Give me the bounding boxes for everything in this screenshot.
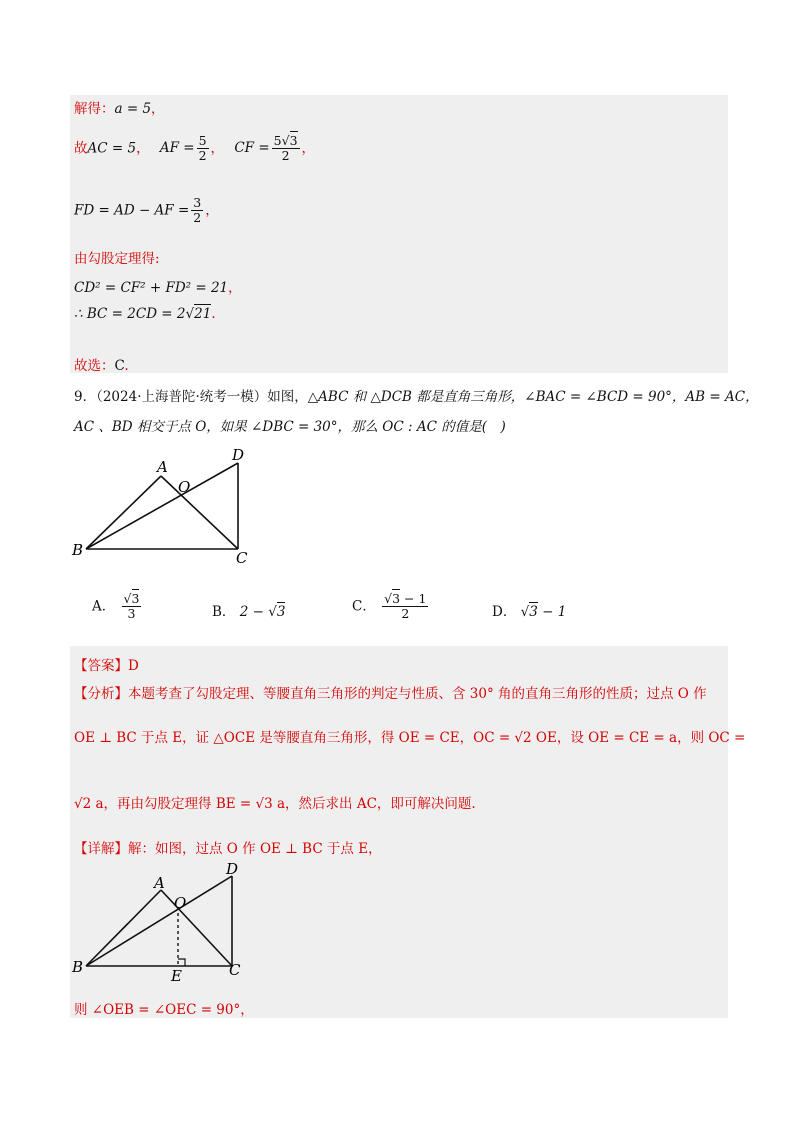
- label-b-2: B: [72, 958, 84, 976]
- label-o-2: O: [174, 894, 187, 912]
- question-line-1: 9．（2024·上海普陀·统考一模）如图，△ABC 和 △DCB 都是直角三角形，∠BAC = ∠BCD = 90°，AB = AC，: [74, 389, 759, 405]
- label-d-2: D: [226, 862, 239, 878]
- solution-line-1: 解得：a = 5，: [74, 101, 165, 117]
- detail-line: 【详解】解：如图，过点 O 作 OE ⊥ BC 于点 E，: [74, 841, 382, 857]
- analysis-line-1: 【分析】本题考查了勾股定理、等腰直角三角形的判定与性质、含 30° 角的直角三角形的性质；过点 O 作: [74, 686, 707, 702]
- solution-line-5: CD² = CF² + FD² = 21，: [74, 280, 242, 296]
- option-d[interactable]: D． √3 − 1: [492, 604, 567, 620]
- question-line-2: AC 、BD 相交于点 O，如果 ∠DBC = 30°，那么 OC : AC 的值是( ): [74, 419, 506, 435]
- solution-line-2: 故AC = 5， AF = $\frac{5}{2}$ ， CF = $\frac{5√3}{2}$ ，: [74, 133, 316, 164]
- label-a: A: [157, 458, 168, 476]
- label-c: C: [236, 549, 248, 567]
- option-a[interactable]: A． $\frac{√3}{3}$: [92, 591, 140, 622]
- option-b[interactable]: B． 2 − √3: [212, 604, 286, 620]
- analysis-line-2: OE ⊥ BC 于点 E，证 △OCE 是等腰直角三角形，得 OE = CE，OC = √2 OE，设 OE = CE = a，则 OC =: [74, 730, 746, 746]
- label-b: B: [72, 541, 84, 559]
- label-o: O: [178, 478, 191, 496]
- label-c-2: C: [229, 961, 241, 979]
- question-figure: [68, 445, 268, 570]
- answer-line: 【答案】D: [74, 658, 139, 674]
- analysis-line-3: √2 a，再由勾股定理得 BE = √3 a，然后求出 AC，即可解决问题.: [74, 796, 476, 812]
- solution-line-4: 由勾股定理得:: [74, 251, 160, 267]
- solution-line-6: ∴ BC = 2CD = 2√21.: [74, 306, 216, 322]
- solution-line-3: FD = AD − AF = $\frac{3}{2}$ ，: [74, 195, 219, 226]
- label-d: D: [232, 446, 245, 464]
- final-line: 则 ∠OEB = ∠OEC = 90°，: [74, 1002, 254, 1018]
- option-c[interactable]: C． $\frac{√3 - 1}{2}$: [352, 591, 427, 622]
- label-e-2: E: [171, 967, 182, 985]
- label-a-2: A: [154, 874, 165, 892]
- detail-figure: [68, 862, 268, 987]
- solution-line-7: 故选：C.: [74, 358, 129, 374]
